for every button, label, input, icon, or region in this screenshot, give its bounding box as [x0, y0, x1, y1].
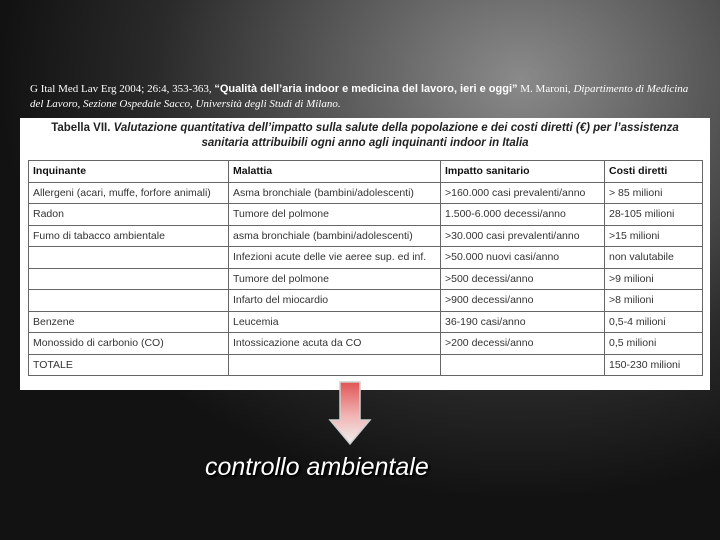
table-cell: >160.000 casi prevalenti/anno: [441, 182, 605, 204]
table-row: [29, 354, 703, 376]
table-row: [29, 333, 703, 355]
header-cell: Costi diretti: [605, 161, 703, 183]
table-header-row: [29, 161, 703, 183]
table-cell: Monossido di carbonio (CO): [29, 333, 229, 355]
table-cell: TOTALE: [29, 354, 229, 376]
citation-affiliation: Dipartimento di Medicina del Lavoro, Sezione Ospedale Sacco, Università degli Studi di Milano.: [30, 83, 689, 110]
table-title: [26, 121, 704, 151]
table-cell: Infarto del miocardio: [229, 290, 441, 312]
footer-text: controllo ambientale: [205, 453, 429, 481]
table-cell: Benzene: [29, 311, 229, 333]
citation-title: “Qualità dell’aria indoor e medicina del lavoro, ieri e oggi”: [214, 83, 518, 95]
table-cell: >15 milioni: [605, 225, 703, 247]
table-cell: 0,5 milioni: [605, 333, 703, 355]
table-row: [29, 311, 703, 333]
table-cell: asma bronchiale (bambini/adolescenti): [229, 225, 441, 247]
table-cell: non valutabile: [605, 247, 703, 269]
table-cell: Radon: [29, 204, 229, 226]
table-cell: 150-230 milioni: [605, 354, 703, 376]
table-cell: [29, 290, 229, 312]
table-cell: [229, 354, 441, 376]
table-cell: >900 decessi/anno: [441, 290, 605, 312]
citation-journal: G Ital Med Lav Erg 2004; 26:4, 353-363,: [30, 83, 212, 95]
table-cell: Infezioni acute delle vie aeree sup. ed inf.: [229, 247, 441, 269]
table-cell: Leucemia: [229, 311, 441, 333]
table-row: [29, 225, 703, 247]
table-cell: >9 milioni: [605, 268, 703, 290]
table-cell: > 85 milioni: [605, 182, 703, 204]
table-row: [29, 247, 703, 269]
table-cell: >50.000 nuovi casi/anno: [441, 247, 605, 269]
table-cell: 1.500-6.000 decessi/anno: [441, 204, 605, 226]
table-row: [29, 182, 703, 204]
table-cell: [29, 247, 229, 269]
table-cell: Tumore del polmone: [229, 204, 441, 226]
table-cell: Tumore del polmone: [229, 268, 441, 290]
citation-author: M. Maroni,: [520, 83, 571, 95]
table-cell: Intossicazione acuta da CO: [229, 333, 441, 355]
citation: [30, 82, 700, 112]
table-cell: Asma bronchiale (bambini/adolescenti): [229, 182, 441, 204]
table-cell: Allergeni (acari, muffe, forfore animali): [29, 182, 229, 204]
table-row: [29, 268, 703, 290]
header-cell: Inquinante: [29, 161, 229, 183]
down-arrow-icon: [328, 380, 372, 446]
table-row: [29, 204, 703, 226]
table-cell: [441, 354, 605, 376]
data-table: [28, 160, 703, 376]
table-caption: Valutazione quantitativa dell’impatto sulla salute della popolazione e dei costi diretti (€) per l’assistenza sanitaria attribuibili ogni anno agli inquinanti indoor in Italia: [113, 122, 679, 149]
table-cell: 28-105 milioni: [605, 204, 703, 226]
header-cell: Impatto sanitario: [441, 161, 605, 183]
table-cell: 0,5-4 milioni: [605, 311, 703, 333]
table-image: [20, 118, 710, 390]
table-cell: >8 milioni: [605, 290, 703, 312]
table-row: [29, 290, 703, 312]
table-cell: Fumo di tabacco ambientale: [29, 225, 229, 247]
table-cell: >30.000 casi prevalenti/anno: [441, 225, 605, 247]
header-cell: Malattia: [229, 161, 441, 183]
table-cell: 36-190 casi/anno: [441, 311, 605, 333]
table-cell: >200 decessi/anno: [441, 333, 605, 355]
table-cell: [29, 268, 229, 290]
table-cell: >500 decessi/anno: [441, 268, 605, 290]
table-label: Tabella VII.: [51, 122, 111, 134]
